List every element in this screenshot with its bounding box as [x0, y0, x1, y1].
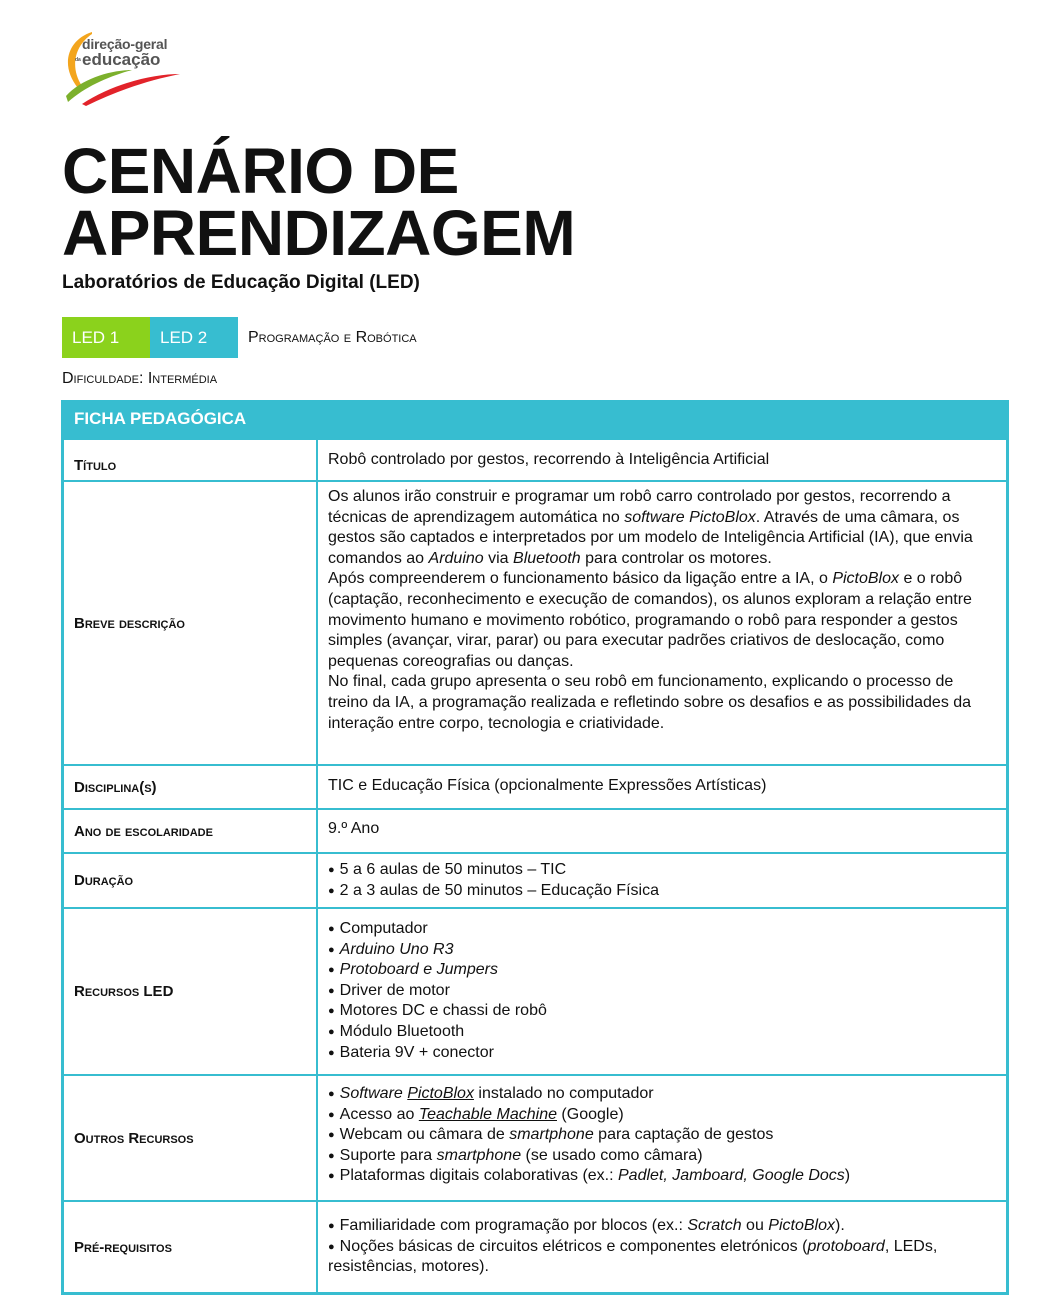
area-label: Programação e Robótica [248, 328, 417, 346]
row-ano [64, 808, 1006, 852]
row-label: Título [64, 440, 318, 480]
row-label: Recursos LED [64, 909, 318, 1074]
row-value: Robô controlado por gestos, recorrendo à Inteligência Artificial [328, 451, 770, 468]
difficulty-label: Dificuldade: Intermédia [62, 370, 218, 387]
row-value: ● Computador ● Arduino Uno R3 ● Protoboard e Jumpers ● Driver de motor ● Motores DC e chassi de robô ● Módulo Bluetooth ● Bateria 9V + conector [318, 909, 1006, 1074]
pictoblox-link[interactable]: PictoBlox [407, 1085, 474, 1102]
row-duracao [64, 852, 1006, 907]
row-label: Disciplina(s) [64, 766, 318, 808]
row-titulo [64, 438, 1006, 480]
row-value: TIC e Educação Física (opcionalmente Expressões Artísticas) [328, 777, 767, 794]
row-value: ● Software PictoBlox instalado no computador ● Acesso ao Teachable Machine (Google) ● Webcam ou câmara de smartphone para captação de gestos ● Suporte para smartphone (se usado como câmara) ● Plataformas digitais colaborativas (ex.: Padlet, Jamboard, Google Docs) [318, 1076, 1006, 1200]
row-value: 9.º Ano [328, 820, 380, 837]
table-header: FICHA PEDAGÓGICA [64, 400, 1006, 438]
row-label: Pré-requisitos [64, 1202, 318, 1292]
page-subtitle: Laboratórios de Educação Digital (LED) [62, 272, 420, 293]
tag-led2: LED 2 [150, 317, 238, 358]
tag-led1: LED 1 [62, 317, 150, 358]
row-recursos [64, 907, 1006, 1074]
row-value: Os alunos irão construir e programar um robô carro controlado por gestos, recorrendo a técnicas de aprendizagem automática no software PictoBlox. Através de uma câmara, os gestos são captados e interpretados por um modelo de Inteligência Artificial (IA), que envia comandos ao Arduino via Bluetooth para controlar os motores. Após compreenderem o funcionamento básico da ligação entre a IA, o PictoBlox e o robô (captação, reconhecimento e execução de comandos), os alunos exploram a relação entre movimento humano e movimento robótico, programando o robô para responder a gestos simples (avançar, virar, parar) ou para executar padrões criativos de deslocação, como pequenas coreografias ou danças. No final, cada grupo apresenta o seu robô em funcionamento, explicando o processo de treino da IA, a programação realizada e refletindo sobre os desafios e as possibilidades da interação entre corpo, tecnologia e criatividade. [328, 488, 973, 732]
row-label: Duração [64, 854, 318, 907]
row-disciplinas [64, 764, 1006, 808]
ficha-table [61, 400, 1009, 1295]
row-label: Ano de escolaridade [64, 810, 318, 852]
logo-line2: daeducação [75, 50, 161, 69]
row-label: Outros Recursos [64, 1076, 318, 1200]
row-prereq [64, 1200, 1006, 1292]
logo-line1: direção-geral [82, 36, 168, 52]
tags-bar [62, 317, 417, 358]
page-title: CENÁRIO DE APRENDIZAGEM [62, 135, 576, 269]
row-label: Breve descrição [64, 482, 318, 764]
dge-logo [62, 26, 202, 106]
row-value: ● Familiaridade com programação por blocos (ex.: Scratch ou PictoBlox). ● Noções básicas de circuitos elétricos e componentes eletrónicos (protoboard, LEDs, resistências, motores). [318, 1202, 1006, 1292]
row-value: ● 5 a 6 aulas de 50 minutos – TIC ● 2 a 3 aulas de 50 minutos – Educação Física [318, 854, 1006, 907]
teachable-machine-link[interactable]: Teachable Machine [418, 1105, 557, 1123]
row-descricao [64, 480, 1006, 764]
row-outros [64, 1074, 1006, 1200]
